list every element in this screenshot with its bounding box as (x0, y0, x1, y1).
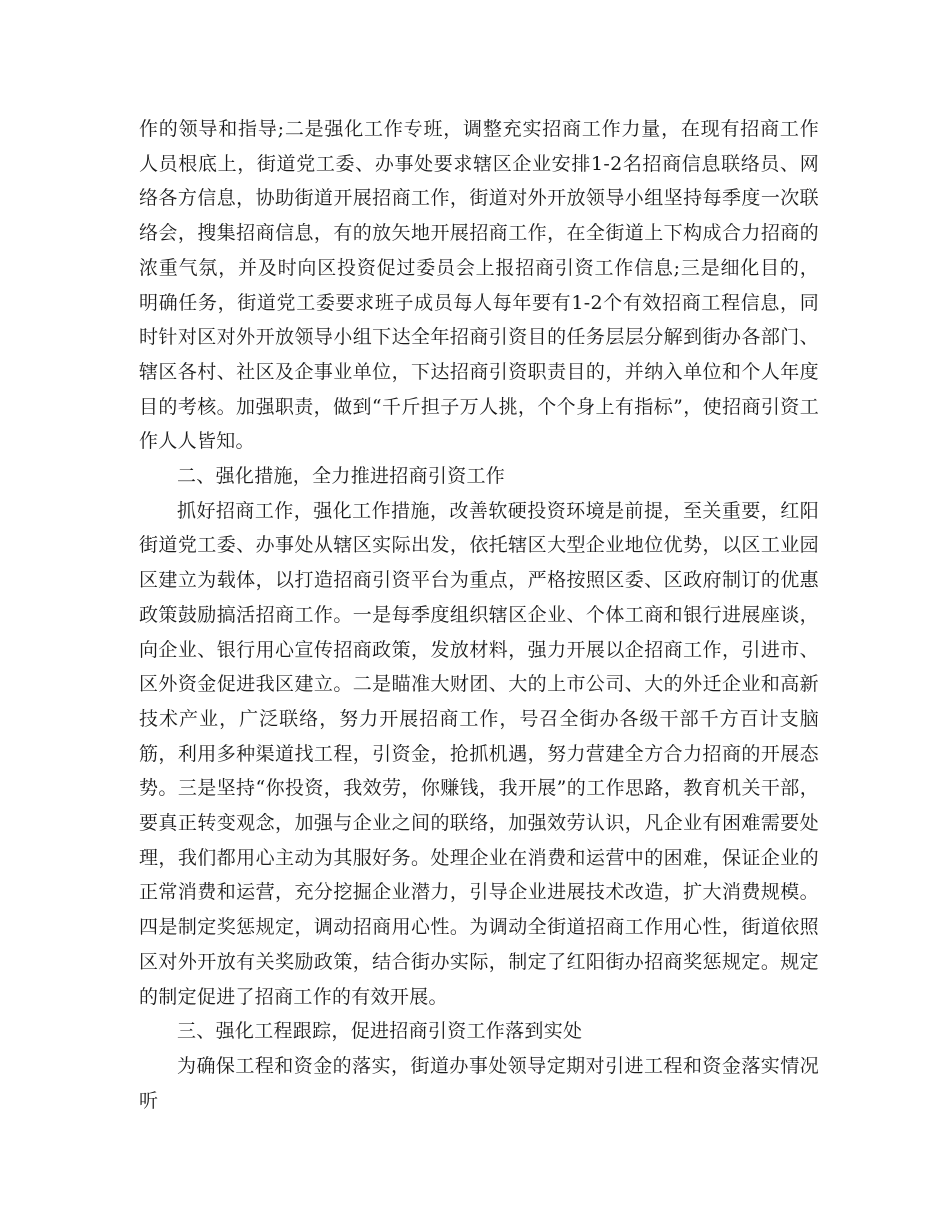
paragraph-measures: 抓好招商工作，强化工作措施，改善软硬投资环境是前提，至关重要，红阳街道党工委、办事处从辖区实际出发，依托辖区大型企业地位优势，以区工业园区建立为载体，以打造招商引资平台为重点，严格按照区委、区政府制订的优惠政策鼓励搞活招商工作。一是每季度组织辖区企业、个体工商和银行进展座谈，向企业、银行用心宣传招商政策，发放材料，强力开展以企招商工作，引进市、区外资金促进我区建立。二是瞄准大财团、大的上市公司、大的外迁企业和高新技术产业，广泛联络，努力开展招商工作，号召全街办各级干部千方百计支脑筋，利用多种渠道找工程，引资金，抢抓机遇，努力营建全方合力招商的开展态势。三是坚持“你投资，我效劳，你赚钱，我开展”的工作思路，教育机关干部，要真正转变观念，加强与企业之间的联络，加强效劳认识，凡企业有困难需要处理，我们都用心主动为其服好务。处理企业在消费和运营中的困难，保证企业的正常消费和运营，充分挖掘企业潜力，引导企业进展技术改造，扩大消费规模。四是制定奖惩规定，调动招商用心性。为调动全街道招商工作用心性，街道依照区对外开放有关奖励政策，结合街办实际，制定了红阳街办招商奖惩规定。规定的制定促进了招商工作的有效开展。 (139, 499, 819, 1008)
document-body (139, 112, 819, 1118)
section-heading-two: 二、强化措施，全力推进招商引资工作 (177, 465, 506, 488)
section-heading-three: 三、强化工程跟踪，促进招商引资工作落到实处 (177, 1020, 583, 1043)
paragraph-continued: 作的领导和指导;二是强化工作专班，调整充实招商工作力量，在现有招商工作人员根底上，街道党工委、办事处要求辖区企业安排1-2名招商信息联络员、网络各方信息，协助街道开展招商工作，街道对外开放领导小组坚持每季度一次联络会，搜集招商信息，有的放矢地开展招商工作，在全街道上下构成合力招商的浓重气氛，并及时向区投资促过委员会上报招商引资工作信息;三是细化目的，明确任务，街道党工委要求班子成员每人每年要有1-2个有效招商工程信息，同时针对区对外开放领导小组下达全年招商引资目的任务层层分解到街办各部门、辖区各村、社区及企事业单位，下达招商引资职责目的，并纳入单位和个人年度目的考核。加强职责，做到“千斤担子万人挑，个个身上有指标”，使招商引资工作人人皆知。 (139, 118, 819, 453)
paragraph-tracking: 为确保工程和资金的落实，街道办事处领导定期对引进工程和资金落实情况听 (139, 1054, 819, 1112)
